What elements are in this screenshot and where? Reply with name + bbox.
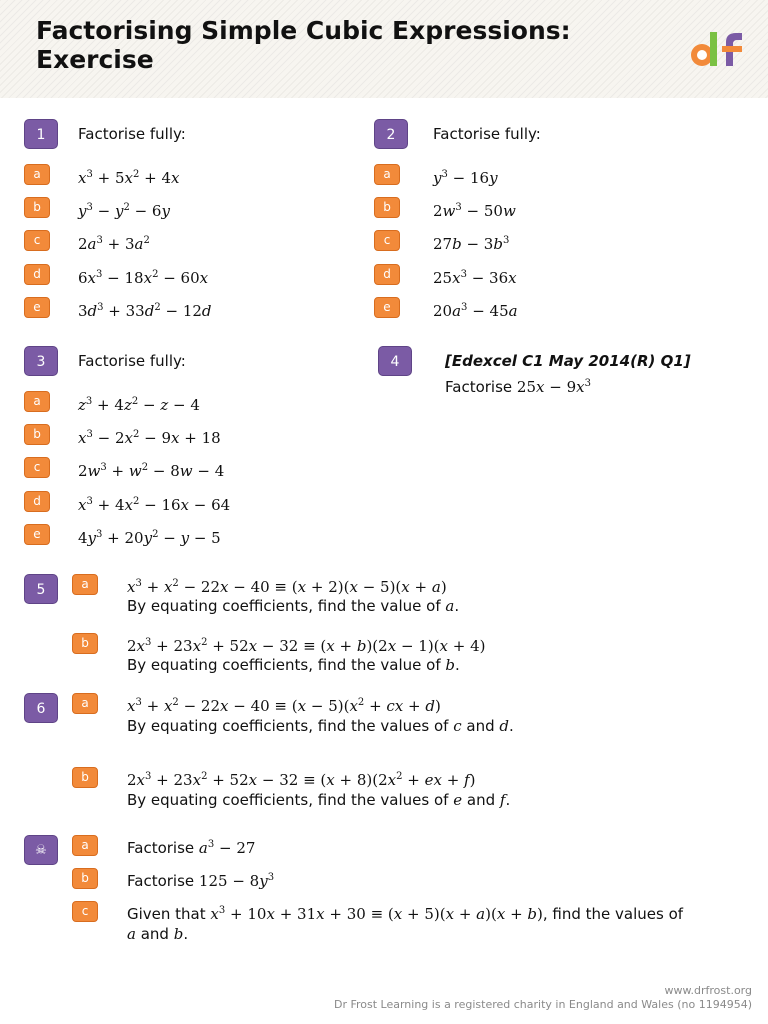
footer-website: www.drfrost.org <box>664 984 752 997</box>
q1-part-d-expression: $6x^3 - 18x^2 - 60x$ <box>78 269 209 287</box>
q6-part-b-instruction-text: By equating coefficients, find the values of <box>127 791 449 809</box>
question-4-expression: $25x - 9x^3$ <box>516 378 591 396</box>
q7-part-c-question-line2: a and b. <box>127 925 189 943</box>
q6-part-b-and: and <box>466 791 496 809</box>
q3-part-a-badge: a <box>24 391 50 412</box>
q2-part-b-badge: b <box>374 197 400 218</box>
skull-icon: ☠ <box>24 835 58 865</box>
question-5-badge: 5 <box>24 574 58 604</box>
q7-part-c-badge: c <box>72 901 98 922</box>
q2-part-a-expression: $y^3 - 16y$ <box>433 169 498 187</box>
q6-part-a-instruction-text: By equating coefficients, find the values of <box>127 717 449 735</box>
q3-part-c-expression: $2w^3 + w^2 - 8w - 4$ <box>78 462 225 480</box>
question-4-instruction: Factorise <box>445 378 513 396</box>
q1-part-e-expression: $3d^3 + 33d^2 - 12d$ <box>78 302 212 320</box>
q6-part-a-badge: a <box>72 693 98 714</box>
question-1-badge: 1 <box>24 119 58 149</box>
q1-part-a-expression: $x^3 + 5x^2 + 4x$ <box>78 169 180 187</box>
q3-part-a-expression: $z^3 + 4z^2 - z - 4$ <box>78 396 200 414</box>
q1-part-a-badge: a <box>24 164 50 185</box>
q7-part-c-suffix: , find the values of <box>542 905 684 923</box>
q1-part-b-badge: b <box>24 197 50 218</box>
footer-charity-notice: Dr Frost Learning is a registered charity in England and Wales (no 1194954) <box>333 998 752 1011</box>
q7-part-c-identity: $x^3 + 10x + 31x + 30 \equiv (x + 5)(x + a)(x + b)$ <box>210 905 543 923</box>
q5-part-a-identity: $x^3 + x^2 - 22x - 40 \equiv (x + 2)(x - 5)(x + a)$ <box>127 578 447 596</box>
q7-part-a-question <box>127 838 255 858</box>
q1-part-b-expression: $y^3 - y^2 - 6y$ <box>78 202 170 220</box>
q6-part-b-identity: $2x^3 + 23x^2 + 52x - 32 \equiv (x + 8)(2x^2$ + ex + f) <box>127 771 476 789</box>
q7-part-c-prefix: Given that <box>127 905 206 923</box>
q3-part-b-badge: b <box>24 424 50 445</box>
q1-part-c-expression: $2a^3 + 3a^2$ <box>78 235 150 253</box>
q5-part-b-identity: $2x^3 + 23x^2 + 52x - 32 \equiv (x + b)(2x - 1)(x + 4)$ <box>127 637 486 655</box>
q2-part-d-badge: d <box>374 264 400 285</box>
title-line-2: Exercise <box>36 45 154 74</box>
q6-part-b-badge: b <box>72 767 98 788</box>
question-6-badge: 6 <box>24 693 58 723</box>
q2-part-a-badge: a <box>374 164 400 185</box>
q6-part-b-instruction: By equating coefficients, find the values of e and f. <box>127 791 511 809</box>
header-banner <box>0 0 768 98</box>
q7-part-b-question <box>127 871 274 891</box>
q2-part-d-expression: $25x^3 - 36x$ <box>433 269 517 287</box>
q5-part-a-badge: a <box>72 574 98 595</box>
q2-part-b-expression: $2w^3 - 50w$ <box>433 202 516 220</box>
q7-part-a-expression: $a^3 - 27$ <box>198 839 256 857</box>
q7-part-b-badge: b <box>72 868 98 889</box>
q7-part-a-prefix: Factorise <box>127 839 195 857</box>
q5-part-b-badge: b <box>72 633 98 654</box>
q6-part-a-and: and <box>466 717 495 735</box>
q2-part-c-expression: $27b - 3b^3$ <box>433 235 510 253</box>
q5-part-b-instruction: By equating coefficients, find the value of b. <box>127 656 460 674</box>
question-4-badge: 4 <box>378 346 412 376</box>
question-4-prompt <box>445 377 591 397</box>
question-3-badge: 3 <box>24 346 58 376</box>
drfrost-logo <box>688 30 744 70</box>
question-2-badge: 2 <box>374 119 408 149</box>
q1-part-e-badge: e <box>24 297 50 318</box>
q2-part-e-expression: $20a^3 - 45a$ <box>433 302 518 320</box>
page-title <box>36 16 571 74</box>
q3-part-e-expression: $4y^3 + 20y^2 - y - 5$ <box>78 529 221 547</box>
q1-part-d-badge: d <box>24 264 50 285</box>
q2-part-c-badge: c <box>374 230 400 251</box>
title-line-1: Factorising Simple Cubic Expressions: <box>36 16 571 45</box>
question-4-source: [Edexcel C1 May 2014(R) Q1] <box>445 352 691 370</box>
q2-part-e-badge: e <box>374 297 400 318</box>
q7-part-b-prefix: Factorise <box>127 872 195 890</box>
q5-part-a-instruction: By equating coefficients, find the value of a. <box>127 597 460 615</box>
question-2-instruction: Factorise fully: <box>433 125 541 143</box>
q6-part-a-instruction: By equating coefficients, find the values of c and d. <box>127 717 514 735</box>
q3-part-e-badge: e <box>24 524 50 545</box>
q3-part-b-expression: $x^3 - 2x^2 - 9x + 18$ <box>78 429 221 447</box>
q1-part-c-badge: c <box>24 230 50 251</box>
question-1-instruction: Factorise fully: <box>78 125 186 143</box>
q3-part-d-badge: d <box>24 491 50 512</box>
q5-part-a-instruction-text: By equating coefficients, find the value of <box>127 597 441 615</box>
question-3-instruction: Factorise fully: <box>78 352 186 370</box>
q7-part-a-badge: a <box>72 835 98 856</box>
q7-part-b-expression: $125 - 8y^3$ <box>198 872 275 890</box>
q3-part-d-expression: $x^3 + 4x^2 - 16x - 64$ <box>78 496 231 514</box>
q3-part-c-badge: c <box>24 457 50 478</box>
q7-part-c-question-line1 <box>127 904 683 924</box>
q6-part-a-identity: $x^3 + x^2 - 22x - 40 \equiv (x - 5)(x^2$ + cx + d) <box>127 697 441 715</box>
q5-part-b-instruction-text: By equating coefficients, find the value of <box>127 656 441 674</box>
q7-part-c-and: and <box>140 925 169 943</box>
